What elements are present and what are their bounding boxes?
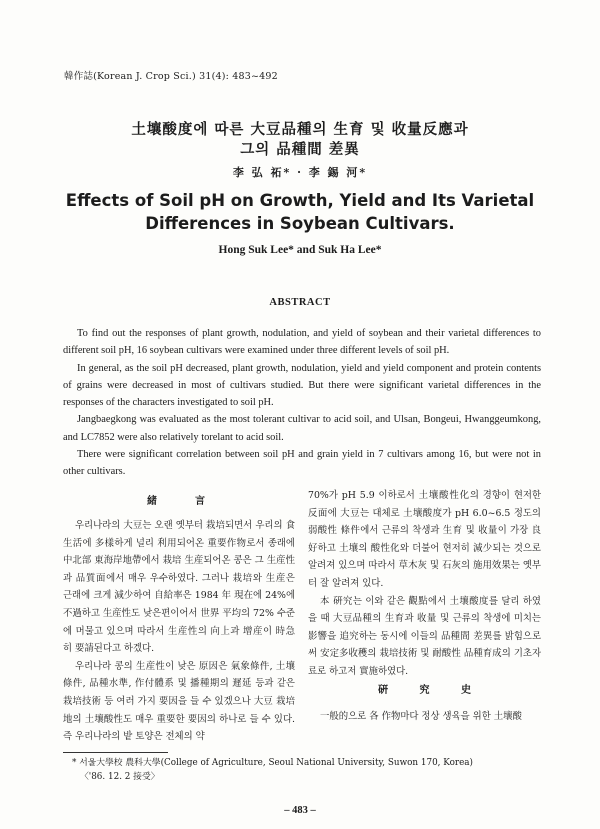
- abstract-paragraph: There were significant correlation between soil pH and grain yield in 7 cultivars among 16, but were not in other cultivars.: [63, 449, 541, 478]
- body-paragraph: 우리나라의 大豆는 오랜 옛부터 栽培되면서 우리의 食生活에 多樣하게 널리 利用되어온 重要作物로서 종래에 中北部 東海岸地帶에서 栽培 生産되어온 콩은 그 生産性과 品質面에서 매우 우수하였다. 그러나 栽培와 生産은 근래에 크게 減少하여 自給率은 1984 年 現在에 24%에 不過하고 生産性도 낮은편이어서 世界 平均의 72% 수준에 머물고 있으며 따라서 生産性의 向上과 增産이 時急히 要請된다고 하겠다.: [63, 520, 295, 655]
- footnote-divider: [63, 752, 168, 753]
- english-title-line-1: Effects of Soil pH on Growth, Yield and Its Varietal: [65, 191, 535, 210]
- journal-citation: 韓作誌(Korean J. Crop Sci.) 31(4): 483~492: [64, 71, 278, 82]
- body-paragraph: 一般的으로 各 作物마다 정상 생육을 위한 土壤酸: [320, 711, 522, 722]
- footnote: [72, 756, 473, 784]
- research-history-column: [308, 708, 541, 726]
- body-paragraph: 70%가 pH 5.9 이하로서 土壤酸性化의 경향이 현저한 反面에 大豆는 대체로 土壤酸度가 pH 6.0~6.5 정도의 弱酸性 條件에서 근류의 착생과 生育 및 收量이 가장 良好하고 土壤의 酸性化와 더불어 현저히 減少되는 것으로 알려져 있으며 따라서 草木灰 및 石灰의 施用效果는 옛부터 잘 알려져 있다.: [308, 490, 541, 589]
- introduction-left-column: [63, 517, 295, 746]
- footnote-received-date: 〈'86. 12. 2 接受〉: [80, 772, 160, 782]
- korean-title-line-1: 土壤酸度에 따른 大豆品種의 生育 및 收量反應과: [131, 122, 469, 138]
- body-paragraph: 우리나라 콩의 生産性이 낮은 原因은 氣象條件, 土壤條件, 品種水準, 作付體系 및 播種期의 遲延 등과 같은 栽培技術 등 여러 가지 要因을 들 수 있겠으나 大豆 栽培地의 土壤酸性도 매우 重要한 要因의 하나로 들 수 있다. 즉 우리나라의 밭 토양은 전체의 약: [63, 660, 295, 743]
- korean-title-line-2: 그의 品種間 差異: [240, 142, 360, 158]
- abstract-body: [63, 325, 541, 481]
- footnote-affiliation: * 서울大學校 農科大學(College of Agriculture, Seoul National University, Suwon 170, Korea): [72, 758, 473, 768]
- abstract-paragraph: In general, as the soil pH decreased, plant growth, nodulation, yield and yield component and protein contents of grains were decreased in most of cultivars studied. But there were significant varietal differences in the responses of the characters investigated to soil pH.: [63, 362, 541, 409]
- introduction-heading: 緒 言: [147, 496, 219, 507]
- body-paragraph: 本 硏究는 이와 같은 觀點에서 土壤酸度를 달리 하였을 때 大豆品種의 生育과 收量 및 근류의 착생에 미치는 影響을 追究하는 동시에 이들의 品種間 差異를 밝힘으로써 安定多收穫의 栽培技術 및 耐酸性 品種育成의 기초자료로 하고저 實施하였다.: [308, 595, 541, 677]
- research-history-heading: 硏 究 史: [378, 685, 485, 696]
- abstract-paragraph: Jangbaegkong was evaluated as the most tolerant cultivar to acid soil, and Ulsan, Bongeui, Hwanggeumkong, and LC7852 were also relatively torelant to acid soil.: [63, 414, 541, 443]
- korean-authors: 李 弘 祏* · 李 錫 河*: [232, 166, 368, 179]
- abstract-paragraph: To find out the responses of plant growth, nodulation, and yield of soybean and their varietal differences to different soil pH, 16 soybean cultivars were examined under three different levels of soil pH.: [63, 328, 541, 357]
- english-authors: Hong Suk Lee* and Suk Ha Lee*: [218, 244, 382, 256]
- page-number: – 483 –: [284, 805, 316, 816]
- introduction-right-column: [308, 487, 541, 681]
- abstract-heading: ABSTRACT: [269, 297, 331, 308]
- english-title-line-2: Differences in Soybean Cultivars.: [145, 214, 455, 233]
